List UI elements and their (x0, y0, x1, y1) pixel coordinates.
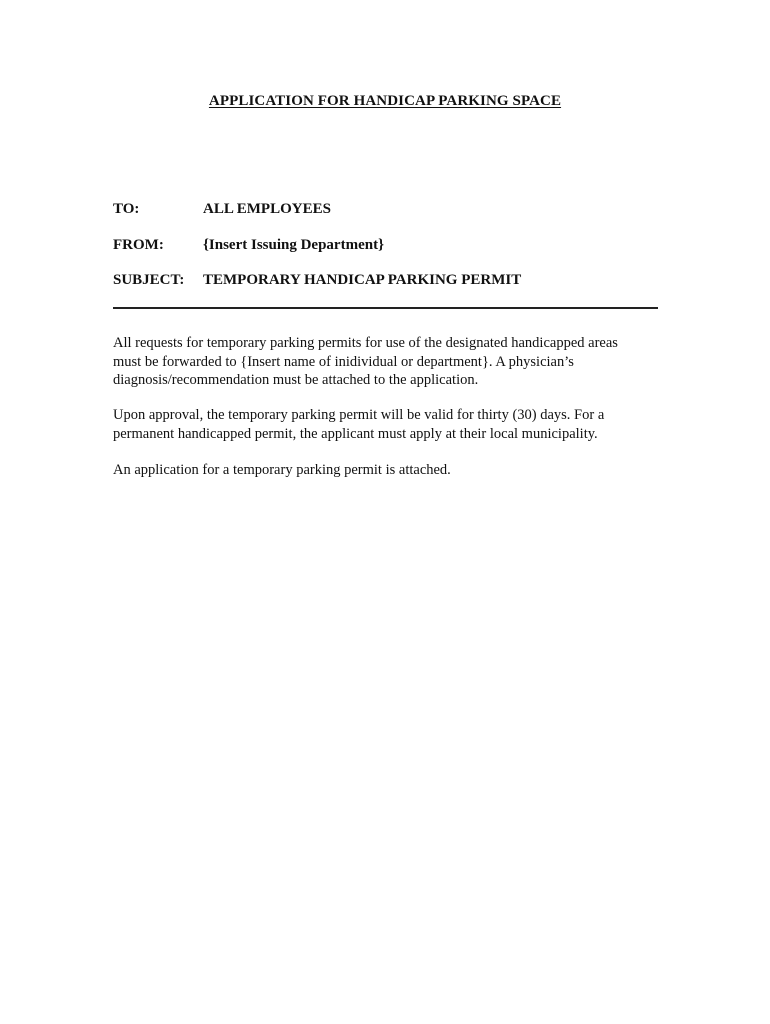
paragraph-line: All requests for temporary parking permits for use of the designated handicapped areas (113, 335, 618, 351)
memo-subject-row (113, 272, 521, 289)
memo-to-label: TO: (113, 201, 140, 217)
memo-subject-label: SUBJECT: (113, 272, 185, 288)
memo-from-row (113, 237, 384, 254)
paragraph-line: must be forwarded to {Insert name of inidividual or department}. A physician’s (113, 353, 574, 370)
paragraph-requests (113, 334, 658, 390)
paragraph-attachment (113, 461, 658, 480)
header-divider (113, 307, 658, 309)
document-title: APPLICATION FOR HANDICAP PARKING SPACE (208, 93, 562, 109)
paragraph-line: An application for a temporary parking permit is attached. (113, 462, 451, 478)
paragraph-line: Upon approval, the temporary parking permit will be valid for thirty (30) days. For a (113, 407, 605, 423)
memo-to-value: ALL EMPLOYEES (203, 201, 331, 217)
memo-subject-value: TEMPORARY HANDICAP PARKING PERMIT (203, 272, 522, 288)
memo-from-label: FROM: (113, 237, 164, 253)
paragraph-line: permanent handicapped permit, the applicant must apply at their local municipality. (113, 425, 598, 442)
memo-from-value: {Insert Issuing Department} (203, 237, 384, 253)
paragraph-line: diagnosis/recommendation must be attached to the application. (113, 372, 479, 388)
memo-to-row (113, 201, 331, 218)
paragraph-approval (113, 406, 658, 443)
